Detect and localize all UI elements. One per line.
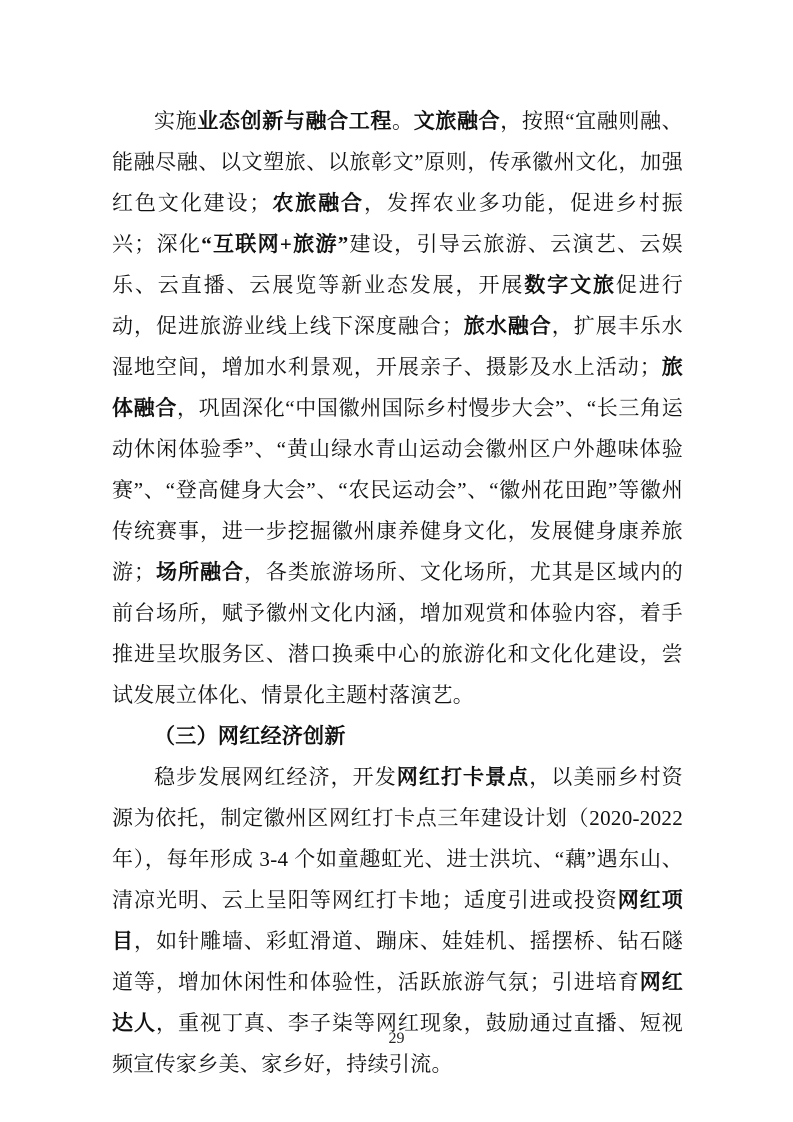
bold-text-run: （三）网红经济创新 (154, 724, 346, 748)
document-body (112, 101, 683, 1085)
text-run: ，以美丽乡村资源为依托，制定徽州区网红打卡点三年建设计划（2020-2022 年），每年形成 3-4 个如童趣虹光、进士洪坑、“藕”遇东山、清凉光明、云上呈阳等网红打卡地；适度引进或投资 (112, 765, 683, 912)
text-run: 稳步发展网红经济，开发 (154, 765, 397, 789)
bold-text-run: 农旅融合 (270, 191, 364, 215)
bold-text-run: 网红项目 (112, 888, 683, 953)
page-number: 29 (388, 1030, 405, 1047)
text-run: 建设，引导云旅游、云演艺、云娱乐、云直播、云展览等新业态发展，开展 (112, 232, 684, 297)
text-run: ，扩展丰乐水湿地空间，增加水利景观，开展亲子、摄影及水上活动； (112, 314, 683, 379)
text-run: 。 (392, 109, 414, 133)
bold-text-run: 场所融合 (155, 560, 244, 584)
bold-text-run: 旅体融合 (112, 355, 683, 420)
bold-text-run: 业态创新与融合工程 (197, 109, 393, 133)
text-run: ，各类旅游场所、文化场所，尤其是区域内的前台场所，赋予徽州文化内涵，增加观赏和体验内容，着手推进呈坎服务区、潜口换乘中心的旅游化和文化化建设，尝试发展立体化、情景化主题村落演艺。 (112, 560, 683, 707)
text-run: ，按照“宜融则融、能融尽融、以文塑旅、以旅彰文”原则，传承徽州文化，加强红色文化建设； (112, 109, 683, 215)
bold-text-run: 数字文旅 (524, 273, 616, 297)
bold-text-run: 文旅融合 (413, 109, 501, 133)
text-run: ，发挥农业多功能，促进乡村振兴；深化 (112, 191, 683, 256)
bold-text-run: “互联网+旅游” (201, 232, 349, 256)
section-heading (112, 716, 683, 757)
text-run: ，如针雕墙、彩虹滑道、蹦床、娃娃机、摇摆桥、钻石隧道等，增加休闲性和体验性，活跃旅游气氛；引进培育 (112, 929, 683, 994)
text-run: 促进行动，促进旅游业线上线下深度融合； (112, 273, 683, 338)
text-run: 实施 (154, 109, 198, 133)
bold-text-run: 网红打卡景点 (396, 765, 530, 789)
text-run: ，重视丁真、李子柒等网红现象，鼓励通过直播、短视频宣传家乡美、家乡好，持续引流。 (112, 1011, 683, 1076)
bold-text-run: 旅水融合 (463, 314, 552, 338)
bold-text-run: 网红达人 (112, 970, 683, 1035)
text-run: ，巩固深化“中国徽州国际乡村慢步大会”、“长三角运动休闲体验季”、“黄山绿水青山运动会徽州区户外趣味体验赛”、“登高健身大会”、“农民运动会”、“徽州花田跑”等徽州传统赛事，进一步挖掘徽州康养健身文化，发展健身康养旅游； (112, 396, 684, 584)
paragraph (112, 101, 683, 716)
